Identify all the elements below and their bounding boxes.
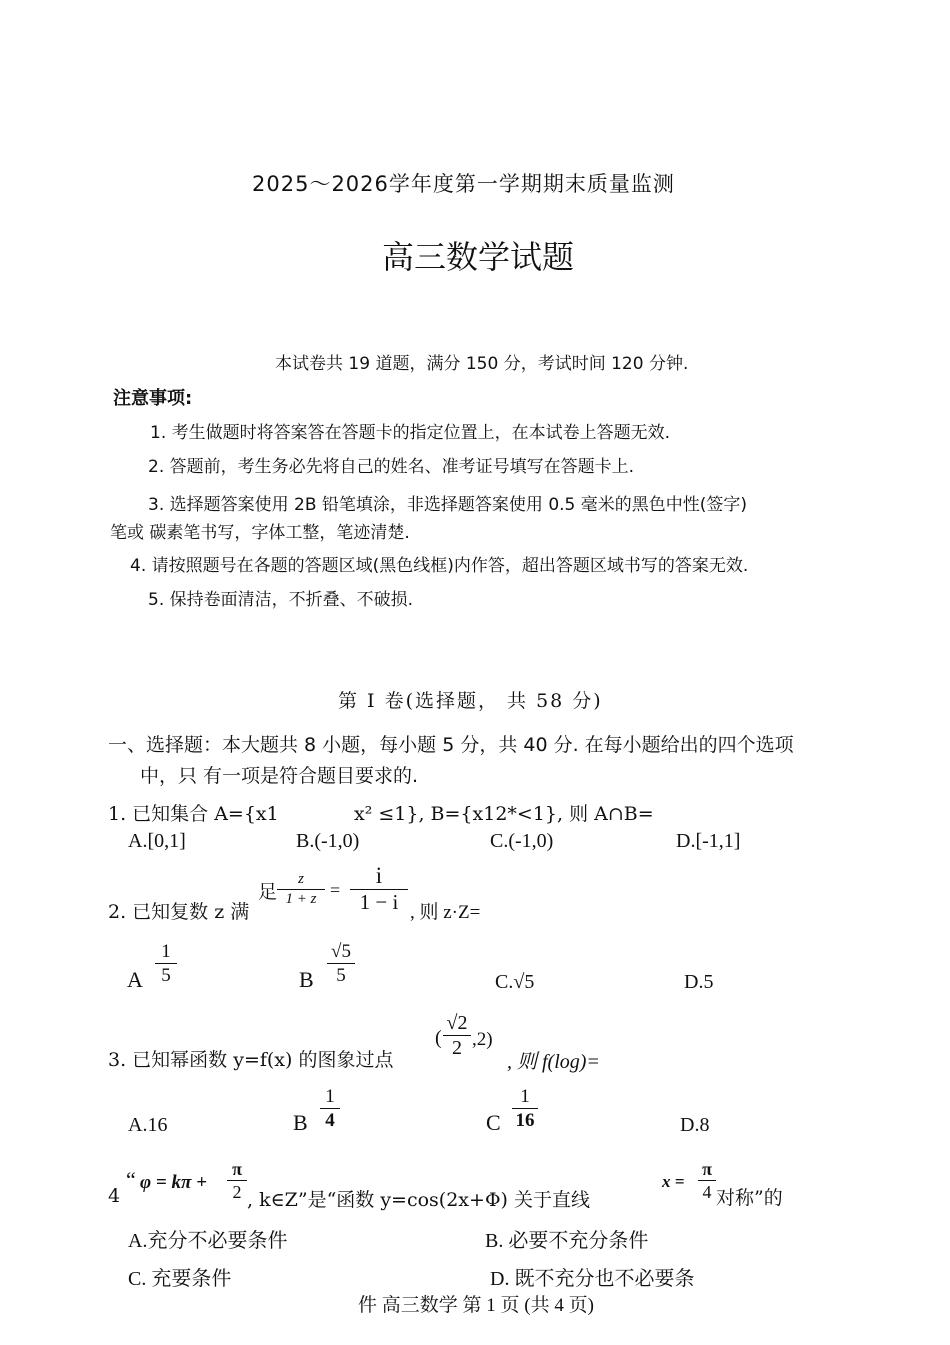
fraction-bar [512,1108,538,1109]
fraction-numerator: π [232,1159,242,1179]
fraction-numerator: π [702,1159,712,1179]
fraction-numerator: 1 [325,1086,335,1107]
fraction-bar [443,1035,471,1036]
q2-option-a-value[interactable] [155,942,177,985]
fraction-bar [155,963,177,964]
section-heading: 一、选择题：本大题共 8 小题，每小题 5 分，共 40 分. 在每小题给出的四个选项 [108,734,794,756]
fraction-denominator: 1 − i [359,890,399,914]
q2-stem-part: , 则 z·Z= [410,902,481,923]
notice-item: 2. 答题前，考生务必先将自己的姓名、准考证号填写在答题卡上. [148,457,635,477]
q2-option-b-value[interactable] [327,942,355,985]
fraction-numerator: 1 [520,1086,530,1107]
fraction-numerator: z [298,871,304,887]
section-heading: 中，只 有一项是符合题目要求的. [140,765,419,787]
q4-option-c[interactable]: C. 充要条件 [128,1268,232,1290]
q2-fraction-right [350,864,408,913]
fraction-denominator: 4 [325,1110,335,1131]
q2-option-b-letter[interactable]: B [299,967,314,992]
q3-option-c-letter[interactable]: C [486,1110,501,1135]
q4-stem-part: , k∈Z”是“函数 y=cos(2x+Φ) 关于直线 [247,1189,590,1211]
fraction-bar [277,889,325,890]
q3-option-b-letter[interactable]: B [293,1110,308,1135]
exam-intro: 本试卷共 19 道题，满分 150 分，考试时间 120 分钟. [275,354,689,374]
q4-stem-part: 对称”的 [716,1187,783,1209]
q3-point-paren: ( [435,1027,442,1049]
fraction-denominator: 5 [161,965,171,986]
fraction-denominator: 16 [515,1110,535,1131]
fraction-bar [320,1108,340,1109]
notice-heading: 注意事项: [113,388,193,409]
q2-stem-part: 足 [258,881,278,903]
fraction-bar [327,963,355,964]
q3-point-rest: ,2) [472,1029,493,1050]
q3-option-d[interactable]: D.8 [680,1114,710,1136]
notice-item: 3. 选择题答案使用 2B 铅笔填涂，非选择题答案使用 0.5 毫米的黑色中性(签字) [148,495,748,515]
notice-item: 笔或 碳素笔书写，字体工整，笔迹清楚. [110,523,410,543]
q2-fraction-left [277,872,325,907]
q1-option-b[interactable]: B.(-1,0) [296,830,360,852]
q1-stem-part: x² ≤1}, B={x12*<1}, 则 A∩B= [354,803,654,825]
page-title: 高三数学试题 [382,238,575,276]
notice-item: 1. 考生做题时将答案答在答题卡的指定位置上，在本试卷上答题无效. [150,423,671,443]
notice-item: 4. 请按照题号在各题的答题区域(黑色线框)内作答，超出答题区域书写的答案无效. [130,556,749,576]
q3-stem-part: , 则 f(log)= [507,1051,600,1073]
fraction-numerator: √5 [331,941,351,962]
notice-item: 5. 保持卷面清洁，不折叠、不破损. [148,590,414,610]
q1-option-c[interactable]: C.(-1,0) [490,830,554,852]
q2-stem-part: 2. 已知复数 z 满 [108,901,250,923]
q2-option-a-letter[interactable]: A [127,967,143,992]
fraction-denominator: 4 [702,1182,712,1202]
q3-stem-part: 3. 已知幂函数 y=f(x) 的图象过点 [108,1049,394,1071]
q2-equals: = [330,880,341,900]
q4-number: 4 [108,1185,121,1207]
fraction-numerator: √2 [446,1012,468,1034]
fraction-denominator: 2 [232,1182,242,1202]
q4-option-b[interactable]: B. 必要不充分条件 [485,1230,649,1252]
fraction-bar [227,1180,247,1181]
fraction-numerator: 1 [161,941,171,962]
q2-option-c[interactable]: C.√5 [495,971,535,993]
fraction-denominator: 5 [336,965,346,986]
q3-option-a[interactable]: A.16 [128,1114,168,1136]
q1-option-a[interactable]: A.[0,1] [128,830,186,852]
q4-pi-over-4 [698,1160,716,1201]
q4-phi-expression: φ = kπ + [140,1172,207,1193]
page-footer: 件 高三数学 第 1 页 (共 4 页) [358,1295,594,1316]
q3-option-c-value[interactable] [512,1087,538,1130]
fraction-bar [698,1180,716,1181]
fraction-denominator: 2 [452,1037,462,1059]
q4-option-a[interactable]: A.充分不必要条件 [128,1230,288,1252]
q4-quote: “ [126,1167,136,1192]
question-1-stem [108,799,279,826]
section-title: 第 I 卷(选择题， 共 58 分) [338,690,603,712]
q4-x-expression: x = [662,1172,685,1191]
q3-point-fraction [443,1013,471,1058]
fraction-numerator: i [375,863,383,888]
q4-option-d[interactable]: D. 既不充分也不必要条 [490,1268,695,1290]
q3-option-b-value[interactable] [320,1087,340,1130]
fraction-denominator: 1 + z [285,891,317,907]
q4-pi-over-2 [227,1160,247,1201]
exam-subtitle: 2025～2026学年度第一学期期末质量监测 [252,172,675,196]
q1-stem-part: 1. 已知集合 A={x1 [108,803,279,825]
q2-option-d[interactable]: D.5 [684,971,714,993]
q1-option-d[interactable]: D.[-1,1] [676,830,741,852]
